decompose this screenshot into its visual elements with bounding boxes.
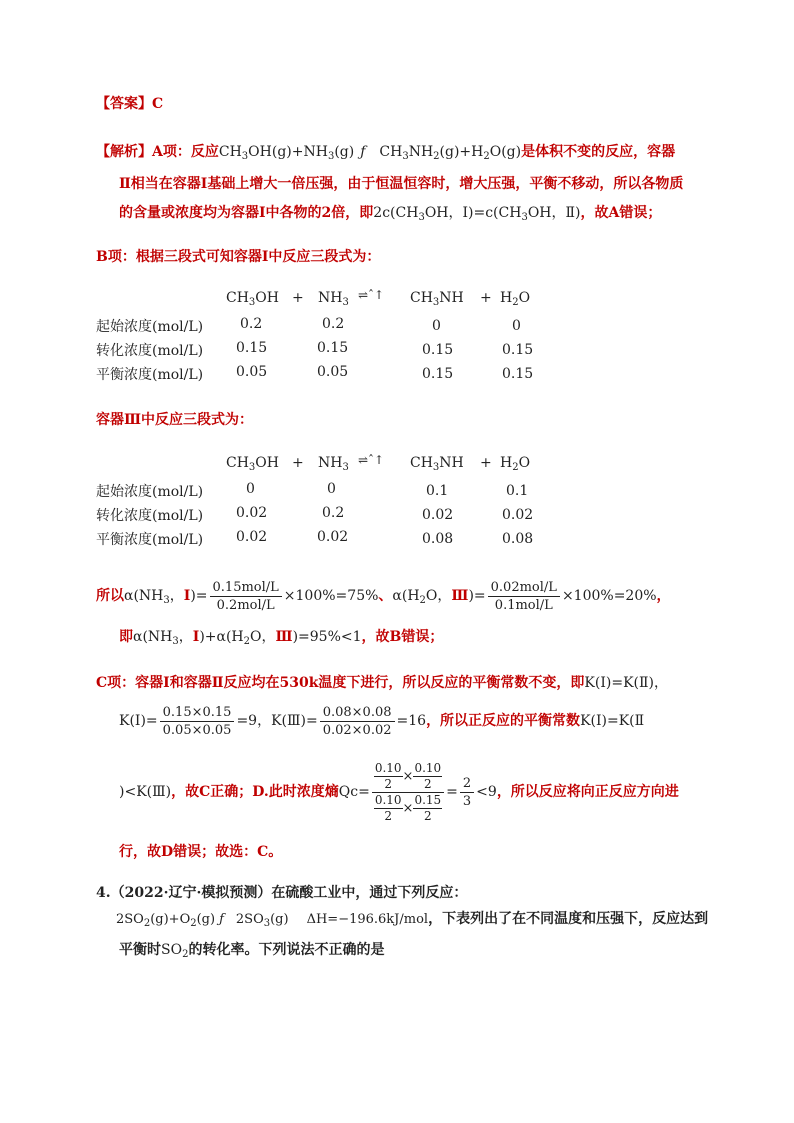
- conversion-line: [96, 575, 671, 617]
- table2-row2-v4: 0.02: [502, 507, 534, 523]
- table2-row2-v1: 0.02: [236, 505, 268, 521]
- sum-suffix: ，故B错误；: [361, 629, 444, 645]
- k-lt: )<K(Ⅲ): [119, 784, 172, 800]
- qc-d: [413, 793, 442, 824]
- qc-d-num: 0.15: [414, 792, 442, 807]
- k3-rhs: =16: [396, 713, 427, 729]
- c-line-2: [119, 700, 644, 742]
- qc-fraction: [372, 761, 444, 824]
- qc-b-den: 2: [423, 776, 432, 791]
- table1-row2-v3: 0.15: [422, 342, 454, 358]
- q4-line-2: [116, 909, 708, 930]
- table1-row3-v2: 0.05: [317, 364, 349, 380]
- equilibrium-arrow-icon: ƒ: [360, 144, 366, 160]
- q4-text1: 在硫酸工业中，通过下列反应：: [271, 885, 468, 901]
- alpha2-den: 0.1mol/L: [494, 597, 553, 613]
- table1-row2-label: 转化浓度(mol/L): [96, 343, 204, 359]
- qc-times-1: ×: [402, 768, 414, 784]
- analysis-a-text4: ，故A错误；: [580, 205, 662, 221]
- table2-row3-v3: 0.08: [422, 531, 454, 547]
- c-text3: ，故C正确；D.此时浓度熵: [171, 784, 339, 800]
- table2-header-plus1: +: [292, 455, 304, 471]
- qc-a-den: 2: [384, 776, 392, 791]
- k3-num: 0.08×0.08: [320, 704, 395, 722]
- q4-line-1: [96, 883, 467, 903]
- table2-header-h2o: $H_2O$: [500, 455, 531, 473]
- analysis-line-2: [119, 174, 683, 194]
- c-text4: ，所以反应将向正反应方向进: [496, 784, 679, 800]
- qc-numerator: [372, 761, 444, 793]
- table1-row1-label: 起始浓度(mol/L): [96, 319, 204, 335]
- sum-prefix: 即: [119, 629, 133, 645]
- c-keq2: K(Ⅰ)=K(Ⅱ: [580, 713, 645, 729]
- c-line-4: [119, 842, 282, 862]
- alpha-comma: ，: [656, 588, 671, 604]
- table1-row1-v3: 0: [432, 318, 441, 334]
- alpha2-fraction: [488, 579, 560, 614]
- c-text1: C项：容器Ⅰ和容器Ⅱ反应均在530k温度下进行，所以反应的平衡常数不变，即: [96, 675, 585, 691]
- analysis-label: 【解析】: [96, 144, 152, 160]
- k3-lhs: K(Ⅲ)=: [271, 713, 318, 729]
- q4-so2: $SO_2$: [161, 942, 189, 960]
- table1-header-ch3oh: $CH_3OH$: [226, 290, 279, 308]
- table1-row3-v4: 0.15: [502, 366, 534, 382]
- table2-row3-v1: 0.02: [236, 529, 268, 545]
- table2-row2-v3: 0.02: [422, 507, 454, 523]
- table1-row2-v4: 0.15: [502, 342, 534, 358]
- b-intro2-text: 容器Ⅲ中反应三段式为：: [96, 412, 254, 428]
- qc-res-den: 3: [462, 793, 472, 809]
- qc-c-num: 0.10: [374, 792, 402, 807]
- q4-eq-rhs: $2SO_3(g)$: [235, 912, 289, 929]
- table1-row3-label: 平衡浓度(mol/L): [96, 367, 204, 383]
- table2-header-ch3nh: $CH_3NH$: [410, 455, 464, 473]
- qc-c: [374, 793, 403, 824]
- b-intro2: [96, 410, 253, 430]
- analysis-a-text1: 是体积不变的反应，容器: [521, 144, 676, 160]
- k1-rhs: =9，: [236, 713, 272, 729]
- qc-lhs: Qc=: [338, 784, 370, 800]
- analysis-line-3: [119, 203, 661, 223]
- three-stage-table-1: [96, 290, 556, 390]
- analysis-a-prefix: A项：反应: [152, 144, 219, 160]
- calc-prefix: 所以: [96, 588, 124, 604]
- table1-row3-v1: 0.05: [236, 364, 268, 380]
- k1-fraction: [160, 704, 235, 739]
- k1-den: 0.05×0.05: [162, 722, 232, 738]
- k1-num: 0.15×0.15: [160, 704, 235, 722]
- q4-eq-lhs: $2SO_2(g)+O_2(g)$: [116, 912, 216, 929]
- table2-row2-v2: 0.2: [322, 505, 345, 521]
- table1-row1-v1: 0.2: [240, 316, 263, 332]
- table2-header-nh3: $NH_3$: [318, 455, 349, 473]
- qc-lt: <9: [476, 784, 497, 800]
- analysis-a-text3: 的含量或浓度均为容器Ⅰ中各物的2倍，即: [119, 205, 374, 221]
- alpha2-num: 0.02mol/L: [488, 579, 560, 597]
- alpha1-num: 0.15mol/L: [210, 579, 282, 597]
- alpha1-den: 0.2mol/L: [216, 597, 275, 613]
- qc-b: [413, 761, 442, 792]
- b-intro: [96, 247, 380, 267]
- analysis-line-1: [96, 142, 675, 162]
- table2-equilibrium-arrow-icon: ⇌ˆ↑: [358, 453, 385, 467]
- table2-row1-label: 起始浓度(mol/L): [96, 484, 204, 500]
- sum-line: [119, 627, 443, 647]
- analysis-a-text2: Ⅱ相当在容器Ⅰ基础上增大一倍压强，由于恒温恒容时，增大压强，平衡不移动，所以各物质: [119, 176, 684, 192]
- qc-res-num: 2: [460, 775, 474, 793]
- alpha1-rhs: ×100%=75%: [283, 588, 379, 604]
- k3-den: 0.02×0.02: [322, 722, 392, 738]
- q4-text3a: 平衡时: [119, 942, 161, 958]
- three-stage-table-2: [96, 455, 556, 555]
- table2-header-plus2: +: [480, 455, 492, 471]
- qc-a-num: 0.10: [374, 760, 402, 775]
- qc-a: [374, 761, 403, 792]
- table2-row3-label: 平衡浓度(mol/L): [96, 532, 204, 548]
- q4-line-3: [119, 940, 384, 960]
- q4-equilibrium-arrow-icon: ƒ: [219, 912, 224, 927]
- k1-lhs: K(Ⅰ)=: [119, 713, 158, 729]
- table2-row2-label: 转化浓度(mol/L): [96, 508, 204, 524]
- table2-row3-v2: 0.02: [317, 529, 349, 545]
- sum-formula: $\alpha(NH_3$，$Ⅰ)+\alpha(H_2O$，Ⅲ)=95%<1: [133, 629, 362, 647]
- table1-header-ch3nh: $CH_3NH$: [410, 290, 464, 308]
- qc-b-num: 0.10: [414, 760, 442, 775]
- q4-text2: ，下表列出了在不同温度和压强下，反应达到: [428, 911, 709, 927]
- table2-row1-v2: 0: [327, 481, 336, 497]
- answer-line: [96, 94, 163, 114]
- q4-number: 4.: [96, 885, 111, 901]
- equation-lhs: $CH_3OH(g)+NH_3(g)$: [218, 144, 355, 162]
- analysis-a-formula: $2c(CH_3OH$，$Ⅰ)=c(CH_3OH$，Ⅱ): [373, 205, 581, 223]
- c-line-1: [96, 673, 668, 693]
- table1-header-plus2: +: [480, 290, 492, 306]
- table1-row1-v2: 0.2: [322, 316, 345, 332]
- table1-equilibrium-arrow-icon: ⇌ˆ↑: [358, 288, 385, 302]
- table2-header-ch3oh: $CH_3OH$: [226, 455, 279, 473]
- qc-denominator: [372, 793, 444, 824]
- b-intro-text: B项：根据三段式可知容器Ⅰ中反应三段式为：: [96, 249, 381, 265]
- q4-source: （2022·辽宁·模拟预测）: [110, 885, 272, 901]
- table1-header-h2o: $H_2O$: [500, 290, 531, 308]
- table1-header-plus1: +: [292, 290, 304, 306]
- alpha1-lhs: $\alpha(NH_3$，Ⅰ)=: [124, 588, 208, 606]
- q4-dh: ΔH=−196.6kJ/mol: [306, 912, 429, 927]
- c-text2: ，所以正反应的平衡常数: [426, 713, 581, 729]
- alpha2-rhs: ×100%=20%: [561, 588, 657, 604]
- table1-row2-v2: 0.15: [317, 340, 349, 356]
- table2-row1-v3: 0.1: [426, 483, 449, 499]
- table2-row1-v4: 0.1: [506, 483, 529, 499]
- table1-header-nh3: $NH_3$: [318, 290, 349, 308]
- table1-row2-v1: 0.15: [236, 340, 268, 356]
- qc-result-fraction: [460, 775, 474, 810]
- qc-eq: =: [446, 784, 458, 800]
- alpha2-lhs: $\alpha(H_2O$，Ⅲ)=: [392, 588, 486, 606]
- c-text5: 行，故D错误；故选：C。: [119, 844, 283, 860]
- table2-row3-v4: 0.08: [502, 531, 534, 547]
- table2-row1-v1: 0: [246, 481, 255, 497]
- qc-d-den: 2: [423, 808, 432, 823]
- table1-row1-v4: 0: [512, 318, 521, 334]
- k3-fraction: [320, 704, 395, 739]
- table1-row3-v3: 0.15: [422, 366, 454, 382]
- alpha-sep: 、: [378, 588, 393, 604]
- qc-c-den: 2: [384, 808, 392, 823]
- alpha1-fraction: [210, 579, 282, 614]
- qc-times-2: ×: [402, 800, 414, 816]
- answer-label: 【答案】: [96, 96, 152, 112]
- c-line-3: [119, 752, 679, 832]
- c-keq1: K(Ⅰ)=K(Ⅱ)，: [584, 675, 668, 691]
- q4-text3b: 的转化率。下列说法不正确的是: [188, 942, 385, 958]
- answer-value: C: [152, 96, 164, 112]
- equation-rhs: $CH_3NH_2(g)+H_2O(g)$: [379, 144, 522, 162]
